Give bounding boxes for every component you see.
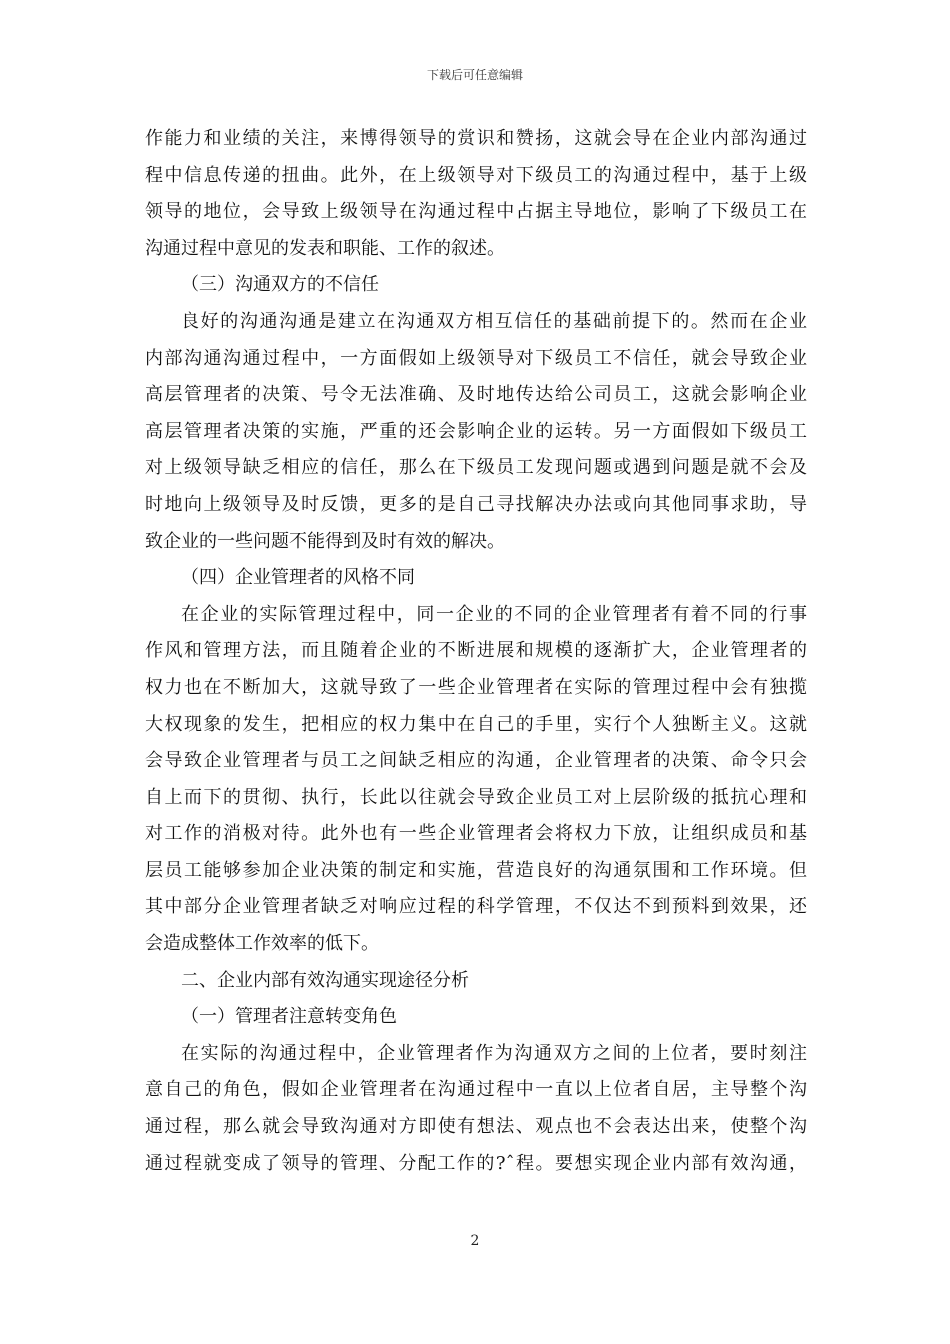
text-line: 在企业的实际管理过程中，同一企业的不同的企业管理者有着不同的行事 — [181, 603, 807, 625]
text-line: 致企业的一些问题不能得到及时有效的解决。 — [145, 530, 505, 552]
section-heading: 二、企业内部有效沟通实现途径分析 — [181, 969, 469, 991]
text-line: 内部沟通沟通过程中，一方面假如上级领导对下级员工不信任，就会导致企业 — [145, 347, 807, 369]
text-line: 层员工能够参加企业决策的制定和实施，营造良好的沟通氛围和工作环境。但 — [145, 859, 807, 881]
paragraph — [145, 597, 807, 963]
text-line: 作风和管理方法，而且随着企业的不断进展和规模的逐渐扩大，企业管理者的 — [145, 640, 807, 662]
text-line: 其中部分企业管理者缺乏对响应过程的科学管理，不仅达不到预料到效果，还 — [145, 896, 807, 918]
text-line: 通过程，那么就会导致沟通对方即使有想法、观点也不会表达出来，使整个沟 — [145, 1116, 807, 1138]
text-line: 大权现象的发生，把相应的权力集中在自己的手里，实行个人独断主义。这就 — [145, 713, 807, 735]
text-line: 高层管理者决策的实施，严重的还会影响企业的运转。另一方面假如下级员工 — [145, 420, 807, 442]
text-line: 沟通过程中意见的发表和职能、工作的叙述。 — [145, 237, 505, 259]
text-line: 对工作的消极对待。此外也有一些企业管理者会将权力下放，让组织成员和基 — [145, 823, 807, 845]
text-line: 在实际的沟通过程中，企业管理者作为沟通双方之间的上位者，要时刻注 — [181, 1042, 807, 1064]
text-line: 良好的沟通沟通是建立在沟通双方相互信任的基础前提下的。然而在企业 — [181, 310, 807, 332]
paragraph — [145, 304, 807, 560]
subsection-heading: （一）管理者注意转变角色 — [181, 1006, 397, 1028]
text-line: 作能力和业绩的关注，来博得领导的赏识和赞扬，这就会导在企业内部沟通过 — [145, 128, 807, 149]
text-line: 权力也在不断加大，这就导致了一些企业管理者在实际的管理过程中会有独揽 — [145, 676, 807, 698]
text-line: 通过程就变成了领导的管理、分配工作的?ˆ程。要想实现企业内部有效沟通， — [145, 1152, 807, 1174]
section-heading: （三）沟通双方的不信任 — [181, 274, 379, 296]
page-number: 2 — [470, 1233, 480, 1249]
text-line: 会造成整体工作效率的低下。 — [145, 933, 379, 955]
paragraph — [145, 1036, 807, 1182]
text-line: 会导致企业管理者与员工之间缺乏相应的沟通，企业管理者的决策、命令只会 — [145, 750, 807, 772]
text-line: 对上级领导缺乏相应的信任，那么在下级员工发现问题或遇到问题是就不会及 — [145, 457, 807, 479]
text-line: 高层管理者的决策、号令无法准确、及时地传达给公司员工，这就会影响企业 — [145, 384, 807, 406]
text-line: 领导的地位，会导致上级领导在沟通过程中占据主导地位，影响了下级员工在 — [145, 201, 807, 223]
text-line: 自上而下的贯彻、执行，长此以往就会导致企业员工对上层阶级的抵抗心理和 — [145, 786, 807, 808]
text-line: 程中信息传递的扭曲。此外，在上级领导对下级员工的沟通过程中，基于上级 — [145, 164, 807, 186]
section-heading: （四）企业管理者的风格不同 — [181, 567, 415, 589]
text-line: 意自己的角色，假如企业管理者在沟通过程中一直以上位者自居，主导整个沟 — [145, 1079, 807, 1101]
paragraph — [145, 121, 807, 267]
text-line: 时地向上级领导及时反馈，更多的是自己寻找解决办法或向其他同事求助，导 — [145, 493, 807, 515]
page-header: 下载后可任意编辑 — [426, 68, 523, 82]
document-body — [145, 121, 807, 1182]
